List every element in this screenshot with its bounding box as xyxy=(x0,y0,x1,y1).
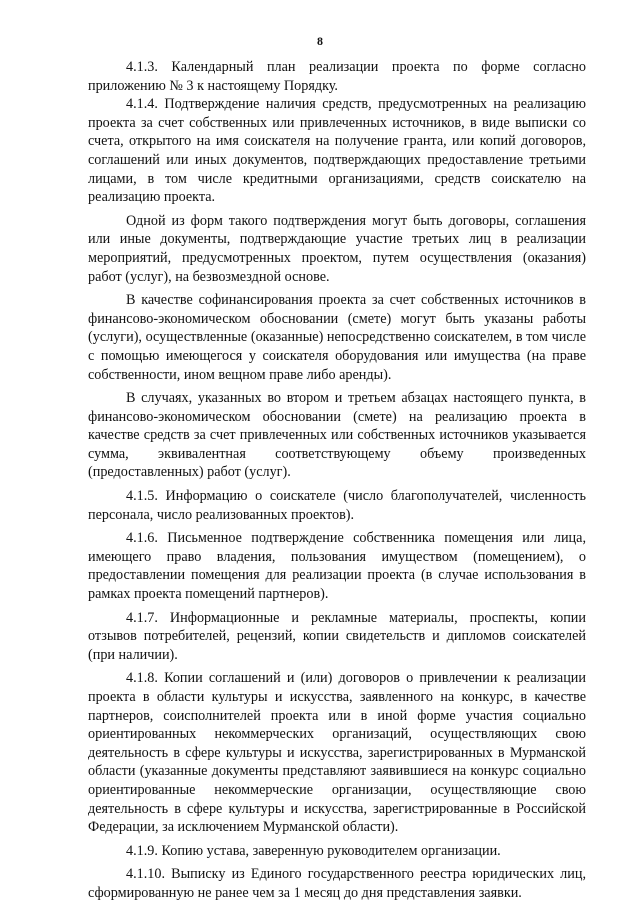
paragraph-confirmation-forms: Одной из форм такого подтверждения могут быть договоры, соглашения или иные документы, подтверждающие участие третьих лиц в реализации мероприятий, предусмотренных проектом, путем осуществления (оказания) работ (услуг), на безвозмездной основе. xyxy=(88,212,586,285)
paragraph-cofinancing: В качестве софинансирования проекта за счет собственных источников в финансово-экономическом обосновании (смете) могут быть указаны работы (услуги), осуществленные (оказанные) непосредственно соискателем, в том числе с помощью имеющегося у соискателя оборудования или имущества (на праве собственности, ином вещном праве либо аренды). xyxy=(88,292,586,383)
paragraph-4-1-3: 4.1.3. Календарный план реализации проекта по форме согласно приложению № 3 к настоящему Порядку. xyxy=(88,59,586,94)
paragraph-4-1-10: 4.1.10. Выписку из Единого государственного реестра юридических лиц, сформированную не ранее чем за 1 месяц до дня представления заявки. xyxy=(88,866,586,901)
paragraph-4-1-4: 4.1.4. Подтверждение наличия средств, предусмотренных на реализацию проекта за счет собственных или привлеченных источников, в виде выписки со счета, открытого на имя соискателя на получение гранта, или копий договоров, соглашений или иных документов, подтверждающих предоставление третьими лицами, в том числе кредитными организациями, средств соискателю на реализацию проекта. xyxy=(88,96,586,206)
paragraph-4-1-5: 4.1.5. Информацию о соискателе (число благополучателей, численность персонала, число реализованных проектов). xyxy=(88,488,586,523)
paragraph-4-1-8: 4.1.8. Копии соглашений и (или) договоров о привлечении к реализации проекта в области культуры и искусства, заявленного на конкурс, в качестве партнеров, соисполнителей проекта или в иной форме участия социально ориентированных некоммерческих организаций, осуществляющих свою деятельность в сфере культуры и искусства, зарегистрированных в Мурманской области (указанные документы представляют заявившиеся на конкурс социально ориентированные некоммерческие организации, осуществляющие свою деятельность в сфере культуры и искусства, зарегистрированные в Российской Федерации, за исключением Мурманской области). xyxy=(88,670,586,836)
page-number: 8 xyxy=(317,34,323,48)
paragraph-4-1-9: 4.1.9. Копию устава, заверенную руководителем организации. xyxy=(126,842,501,859)
paragraph-4-1-6: 4.1.6. Письменное подтверждение собственника помещения или лица, имеющего право владения, пользования имуществом (помещением), о предоставлении помещения для реализации проекта (в случае использования в рамках проекта помещений партнеров). xyxy=(88,530,586,603)
document-body xyxy=(88,58,586,903)
paragraph-cases: В случаях, указанных во втором и третьем абзацах настоящего пункта, в финансово-экономическом обосновании (смете) на реализацию проекта в качестве средств за счет привлеченных или собственных источников указывается сумма, эквивалентная соответствующему объему произведенных (предоставленных) работ (услуг). xyxy=(88,390,586,481)
paragraph-4-1-7: 4.1.7. Информационные и рекламные материалы, проспекты, копии отзывов потребителей, рецензий, копии свидетельств и дипломов соискателей (при наличии). xyxy=(88,609,586,663)
